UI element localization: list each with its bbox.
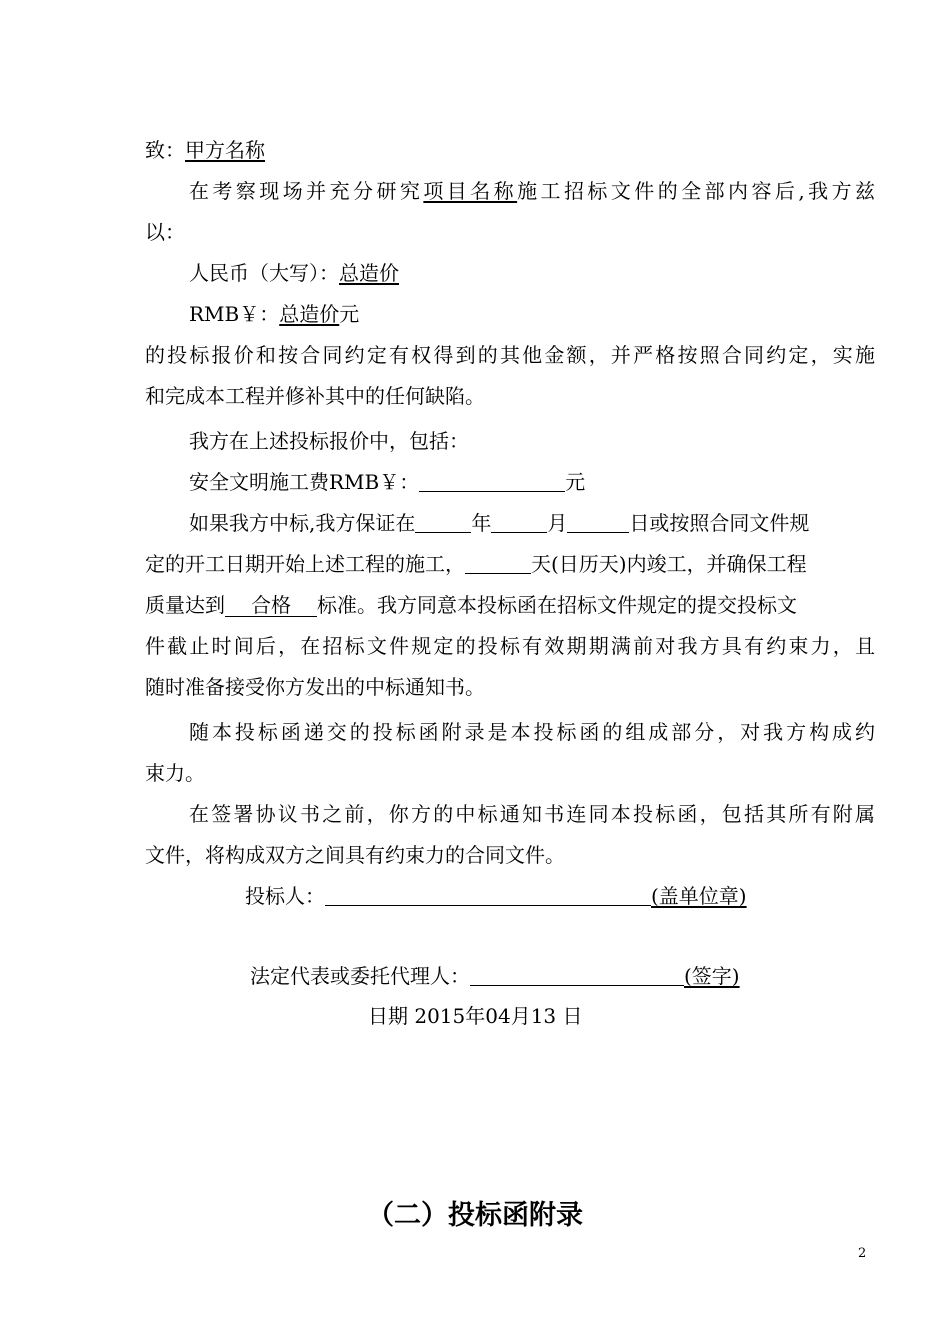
month-blank <box>491 512 547 533</box>
day-blank <box>567 512 629 533</box>
year-blank <box>415 512 471 533</box>
paragraph-6-line-2: 文件，将构成双方之间具有约束力的合同文件。 <box>145 843 565 867</box>
paragraph-2-line-1: 的投标报价和按合同约定有权得到的其他金额，并严格按照合同约定，实施 <box>145 343 875 367</box>
section-heading: （二）投标函附录 <box>367 1200 583 1231</box>
safety-fee-line: 安全文明施工费RMB￥： 元 <box>189 470 586 494</box>
safety-fee-blank <box>419 471 565 492</box>
client-name: 甲方名称 <box>185 138 265 162</box>
total-price-upper: 总造价 <box>339 261 399 285</box>
project-name: 项目名称 <box>423 179 518 203</box>
duration-blank <box>465 553 531 574</box>
paragraph-3: 我方在上述投标报价中，包括： <box>189 429 469 453</box>
representative-line: 法定代表或委托代理人： (签字) <box>250 964 740 988</box>
paragraph-6-line-1: 在签署协议书之前，你方的中标通知书连同本投标函，包括其所有附属 <box>189 802 875 826</box>
paragraph-4-line-2: 定的开工日期开始上述工程的施工， 天(日历天)内竣工，并确保工程 <box>145 552 807 576</box>
addressee-line: 致：甲方名称 <box>145 138 265 162</box>
bidder-line: 投标人： (盖单位章) <box>245 884 747 908</box>
paragraph-4-line-5: 随时准备接受你方发出的中标通知书。 <box>145 675 485 699</box>
paragraph-5-line-1: 随本投标函递交的投标函附录是本投标函的组成部分，对我方构成约 <box>189 720 875 744</box>
rmb-line: RMB￥：总造价元 <box>189 302 360 326</box>
bidder-blank <box>325 885 651 906</box>
paragraph-4-line-3: 质量达到 合格 标准。我方同意本投标函在招标文件规定的提交投标文 <box>145 593 797 617</box>
paragraph-4-line-4: 件截止时间后，在招标文件规定的投标有效期期满前对我方具有约束力，且 <box>145 634 875 658</box>
date-line: 日期 2015年04月13 日 <box>368 1004 583 1028</box>
rmb-upper-line: 人民币（大写）：总造价 <box>189 261 399 285</box>
paragraph-1-line-2: 以： <box>145 220 185 244</box>
page-number: 2 <box>858 1246 867 1261</box>
paragraph-2-line-2: 和完成本工程并修补其中的任何缺陷。 <box>145 384 485 408</box>
quality-level: 合格 <box>225 594 317 617</box>
paragraph-1-line-1: 在考察现场并充分研究项目名称施工招标文件的全部内容后,我方兹 <box>189 179 876 203</box>
paragraph-5-line-2: 束力。 <box>145 761 205 785</box>
paragraph-4-line-1: 如果我方中标,我方保证在 年 月 日或按照合同文件规 <box>189 511 810 535</box>
total-price: 总造价 <box>279 302 340 326</box>
signature-blank <box>470 965 684 986</box>
